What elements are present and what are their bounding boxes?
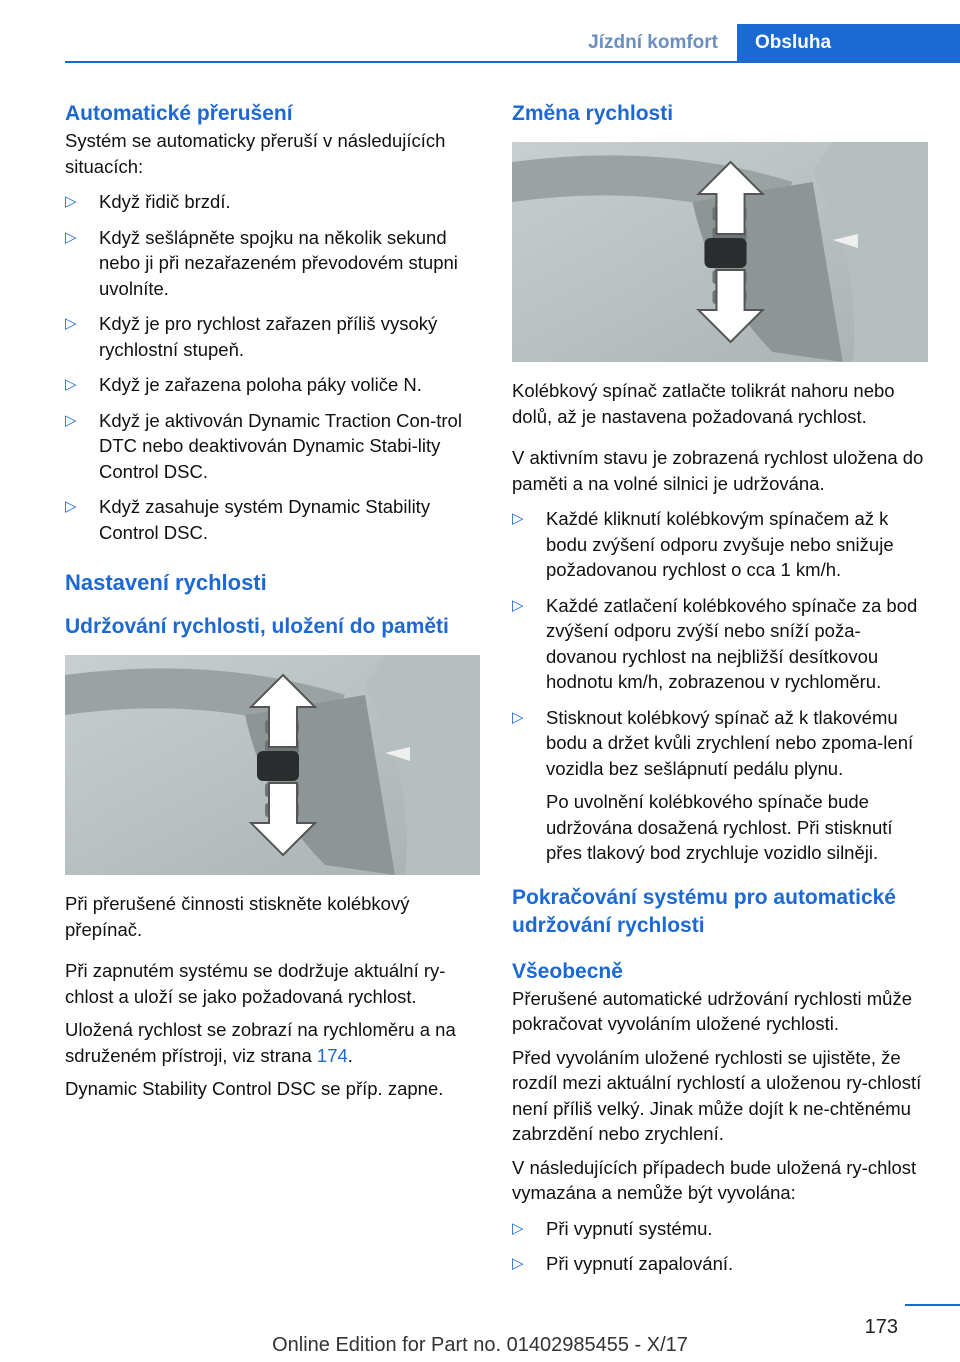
paragraph-resume: Přerušené automatické udržování rychlosti může pokračovat vyvoláním uložené rychlosti. bbox=[512, 987, 912, 1034]
paragraph-dsc: Dynamic Stability Control DSC se příp. zapne. bbox=[65, 1078, 444, 1099]
header-tab-jizdni-komfort[interactable]: Jízdní komfort bbox=[588, 32, 718, 53]
list-item: ▷ Při vypnutí systému. bbox=[512, 1216, 928, 1242]
heading-continue-cruise: Pokračování systému pro automatické udržování rychlosti bbox=[512, 885, 896, 937]
heading-automatic-interruption: Automatické přerušení bbox=[65, 102, 293, 125]
footer-edition: Online Edition for Part no. 01402985455 - X/17 bbox=[272, 1334, 688, 1356]
page-link-174[interactable]: 174 bbox=[316, 1044, 348, 1066]
heading-keep-speed: Udržování rychlosti, uložení do paměti bbox=[65, 615, 449, 638]
triangle-bullet-icon: ▷ bbox=[65, 315, 77, 332]
paragraph-before-recall: Před vyvoláním uložené rychlosti se ujistěte, že rozdíl mezi aktuální rychlostí a uloženou ry-chlostí není příliš velký. Jinak může dojít k ne-chtěnému zabrzdění nebo zrychlení. bbox=[512, 1046, 922, 1144]
list-item: ▷ Když je pro rychlost zařazen příliš vysoký rychlostní stupeň. bbox=[65, 313, 438, 360]
steering-wheel-rocker-photo bbox=[65, 655, 480, 875]
list-item: ▷ Každé zatlačení kolébkového spínače za bod zvýšení odporu zvýší nebo sníží poža-dovanou rychlost na nejbližší desítkovou hodnotu km/h, zobrazenou v rychloměru. bbox=[512, 594, 918, 692]
triangle-bullet-icon: ▷ bbox=[65, 411, 77, 429]
triangle-bullet-icon: ▷ bbox=[65, 193, 77, 210]
paragraph-deletion-cases: V následujících případech bude uložená ry-chlost vymazána a nemůže být vyvolána: bbox=[512, 1156, 917, 1203]
triangle-bullet-icon: ▷ bbox=[512, 1255, 524, 1272]
list-interruption-cases bbox=[65, 189, 480, 545]
triangle-bullet-icon: ▷ bbox=[512, 1219, 524, 1237]
list-item: ▷ Když sešlápněte spojku na několik sekund nebo ji při nezařazeném převodovém stupni uvolníte. bbox=[65, 226, 458, 299]
list-item: ▷ Když je zařazena poloha páky voliče N. bbox=[65, 372, 480, 398]
header-tab-obsluha[interactable]: Obsluha bbox=[737, 24, 960, 62]
list-item: ▷ Při vypnutí zapalování. bbox=[512, 1251, 928, 1277]
header-rule bbox=[65, 61, 960, 63]
list-item-continuation: Po uvolnění kolébkového spínače bude udržována dosažená rychlost. Při stisknutí přes tlakový bod zrychluje vozidlo silněji. bbox=[546, 791, 893, 863]
triangle-bullet-icon: ▷ bbox=[512, 708, 524, 726]
heading-speed-setting: Nastavení rychlosti bbox=[65, 570, 267, 595]
triangle-bullet-icon: ▷ bbox=[65, 376, 77, 393]
triangle-bullet-icon: ▷ bbox=[65, 228, 77, 246]
list-item: ▷ Když je aktivován Dynamic Traction Con-trol DTC nebo deaktivován Dynamic Stabi-lity Control DSC. bbox=[65, 409, 462, 482]
left-column bbox=[65, 100, 480, 1102]
paragraph-rocker-switch: Kolébkový spínač zatlačte tolikrát nahoru nebo dolů, až je nastavena požadovaná rychlost. bbox=[512, 380, 895, 427]
paragraph-active-state: V aktivním stavu je zobrazená rychlost uložena do paměti a na volné silnici je udržována. bbox=[512, 447, 924, 494]
heading-general: Všeobecně bbox=[512, 959, 623, 983]
heading-speed-change: Změna rychlosti bbox=[512, 102, 674, 125]
list-rocker-actions bbox=[512, 506, 928, 866]
triangle-bullet-icon: ▷ bbox=[65, 498, 77, 515]
steering-wheel-rocker-photo bbox=[512, 142, 928, 362]
paragraph-stored-speed: Uložená rychlost se zobrazí na rychloměru a na sdruženém přístroji, viz strana 174. bbox=[65, 1019, 456, 1066]
triangle-bullet-icon: ▷ bbox=[512, 510, 524, 527]
triangle-bullet-icon: ▷ bbox=[512, 596, 524, 614]
paragraph-photo-caption: Při přerušené činnosti stiskněte kolébkový přepínač. bbox=[65, 893, 410, 940]
right-column bbox=[512, 100, 928, 1277]
list-item: ▷ Když řidič brzdí. bbox=[65, 189, 480, 215]
page-number: 173 bbox=[864, 1316, 898, 1338]
footer-rule bbox=[905, 1304, 960, 1306]
list-item: ▷ Každé kliknutí kolébkovým spínačem až k bodu zvýšení odporu zvyšuje nebo snižuje požadovanou rychlost o cca 1 km/h. bbox=[512, 508, 894, 580]
list-item: ▷ Stisknout kolébkový spínač až k tlakovému bodu a držet kvůli zrychlení nebo zpoma-lení vozidla bez sešlápnutí pedálu plynu. Po uvolnění kolébkového spínače bude udržována dosažená rychlost. Při stisknutí přes tlakový bod zrychluje vozidlo silněji. bbox=[512, 705, 928, 866]
list-deletion-cases bbox=[512, 1216, 928, 1277]
paragraph-system-on: Při zapnutém systému se dodržuje aktuální ry-chlost a uloží se jako požadovaná rychlost. bbox=[65, 960, 446, 1007]
paragraph-auto-intro: Systém se automaticky přeruší v následujících situacích: bbox=[65, 130, 446, 177]
list-item: ▷ Když zasahuje systém Dynamic Stability Control DSC. bbox=[65, 496, 431, 543]
